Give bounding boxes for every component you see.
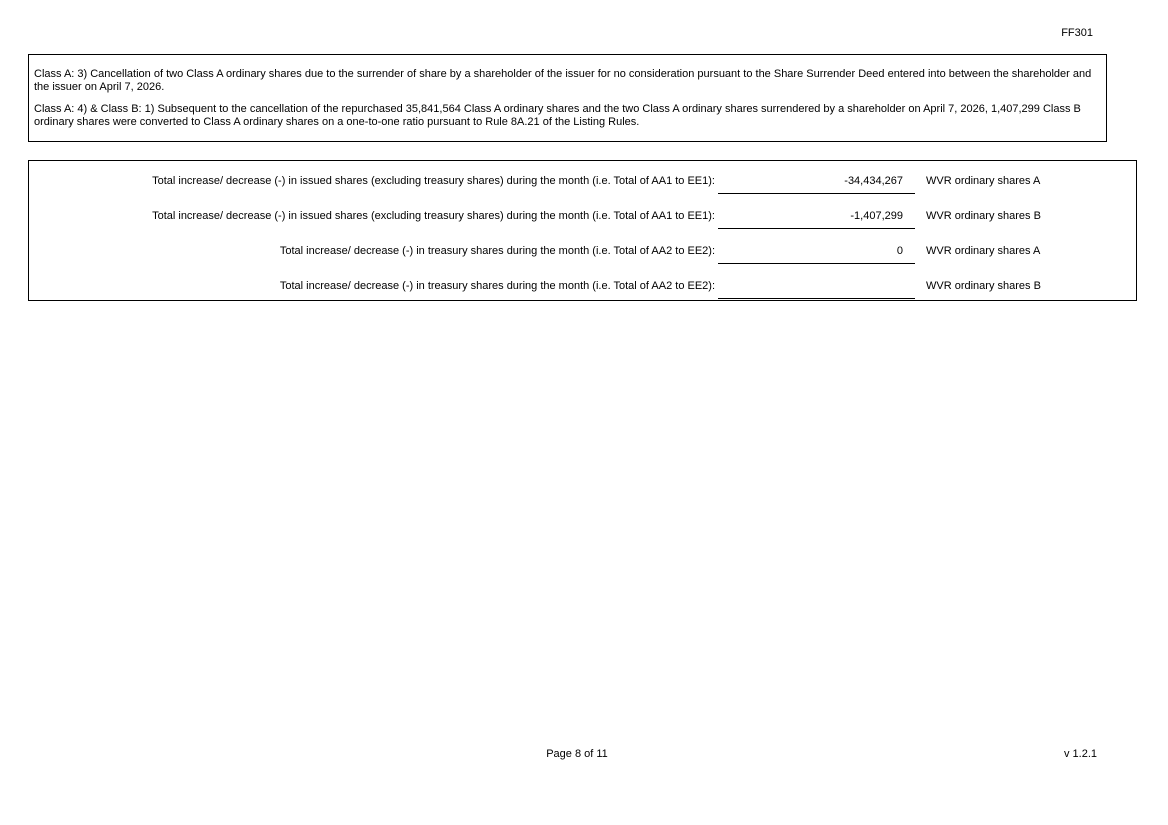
total-value-field: -34,434,267 bbox=[718, 166, 915, 194]
notes-section bbox=[28, 54, 1107, 142]
total-value-field: -1,407,299 bbox=[718, 201, 915, 229]
form-code: FF301 bbox=[1061, 27, 1093, 39]
total-unit: WVR ordinary shares A bbox=[926, 245, 1041, 257]
total-row-treasury-b bbox=[29, 271, 1136, 293]
total-unit: WVR ordinary shares B bbox=[926, 210, 1041, 222]
version-label: v 1.2.1 bbox=[1063, 748, 1097, 760]
total-value-field: 0 bbox=[718, 236, 915, 264]
total-row-issued-b bbox=[29, 201, 1136, 223]
total-row-issued-a bbox=[29, 166, 1136, 188]
note-class-a-4-class-b-1: Class A: 4) & Class B: 1) Subsequent to the cancellation of the repurchased 35,841,564 Class A ordinary shares and the two Class A ordinary shares surrendered by a shareholder on April 7, 2026, 1,407,299 Class B ordinary shares were converted to Class A ordinary shares on a one-to-one ratio pursuant to Rule 8A.21 of the Listing Rules. bbox=[34, 103, 1081, 128]
total-value-field bbox=[718, 271, 915, 299]
total-unit: WVR ordinary shares A bbox=[926, 175, 1041, 187]
total-label: Total increase/ decrease (-) in treasury shares during the month (i.e. Total of AA2 to EE2): bbox=[279, 280, 715, 292]
totals-section bbox=[28, 160, 1137, 301]
note-class-a-3: Class A: 3) Cancellation of two Class A ordinary shares due to the surrender of share by a shareholder of the issuer for no consideration pursuant to the Share Surrender Deed entered into between the shareholder and the issuer on April 7, 2026. bbox=[34, 68, 1092, 93]
total-label: Total increase/ decrease (-) in issued shares (excluding treasury shares) during the month (i.e. Total of AA1 to EE1): bbox=[152, 210, 715, 222]
total-unit: WVR ordinary shares B bbox=[926, 280, 1041, 292]
total-label: Total increase/ decrease (-) in issued shares (excluding treasury shares) during the month (i.e. Total of AA1 to EE1): bbox=[152, 175, 715, 187]
total-label: Total increase/ decrease (-) in treasury shares during the month (i.e. Total of AA2 to EE2): bbox=[279, 245, 715, 257]
page-number: Page 8 of 11 bbox=[546, 748, 608, 760]
total-row-treasury-a bbox=[29, 236, 1136, 258]
